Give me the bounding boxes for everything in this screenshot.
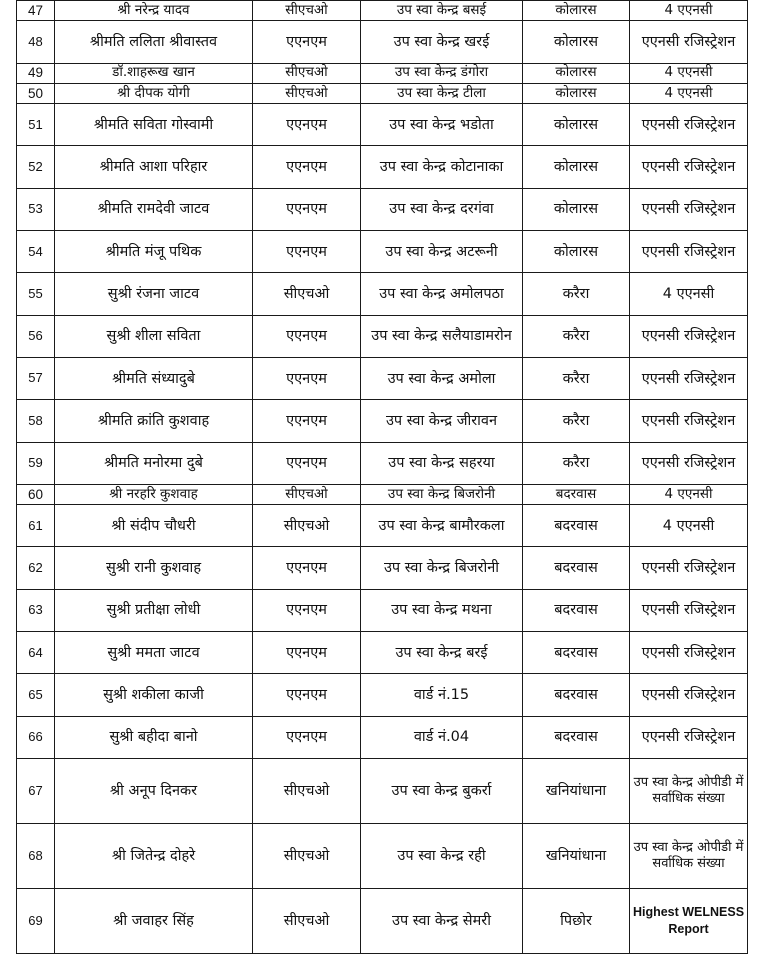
table-row [17, 400, 748, 442]
designation-cell: एएनएम [253, 188, 361, 230]
designation-cell: सीएचओ [253, 888, 361, 953]
designation-cell: एएनएम [253, 547, 361, 589]
table-row [17, 547, 748, 589]
award-table [16, 0, 748, 954]
serial-number-cell: 54 [17, 231, 55, 273]
achievement-cell: 4 एएनसी [630, 63, 748, 83]
serial-number-cell: 56 [17, 315, 55, 357]
table-row [17, 63, 748, 83]
employee-name-cell: श्रीमति रामदेवी जाटव [55, 188, 253, 230]
health-center-cell: उप स्वा केन्द्र डंगोरा [361, 63, 523, 83]
designation-cell: एएनएम [253, 589, 361, 631]
table-row [17, 632, 748, 674]
table-row [17, 888, 748, 953]
achievement-cell: एएनसी रजिस्ट्रेशन [630, 188, 748, 230]
designation-cell: एएनएम [253, 357, 361, 399]
health-center-cell: वार्ड नं.15 [361, 674, 523, 716]
designation-cell: एएनएम [253, 315, 361, 357]
achievement-cell: एएनसी रजिस्ट्रेशन [630, 231, 748, 273]
serial-number-cell: 55 [17, 273, 55, 315]
award-list-sheet [16, 0, 747, 954]
block-name-cell: बदरवास [523, 547, 630, 589]
block-name-cell: कोलारस [523, 188, 630, 230]
block-name-cell: बदरवास [523, 716, 630, 758]
achievement-cell: एएनसी रजिस्ट्रेशन [630, 674, 748, 716]
designation-cell: सीएचओ [253, 273, 361, 315]
achievement-cell: उप स्वा केन्द्र ओपीडी में सर्वाधिक संख्या [630, 823, 748, 888]
achievement-cell: एएनसी रजिस्ट्रेशन [630, 716, 748, 758]
designation-cell: एएनएम [253, 632, 361, 674]
serial-number-cell: 69 [17, 888, 55, 953]
block-name-cell: खनियांधाना [523, 823, 630, 888]
employee-name-cell: श्रीमति संध्यादुबे [55, 357, 253, 399]
block-name-cell: कोलारस [523, 231, 630, 273]
serial-number-cell: 61 [17, 505, 55, 547]
health-center-cell: उप स्वा केन्द्र कोटानाका [361, 146, 523, 188]
table-row [17, 442, 748, 484]
serial-number-cell: 60 [17, 484, 55, 504]
table-row [17, 273, 748, 315]
health-center-cell: उप स्वा केन्द्र अटरूनी [361, 231, 523, 273]
table-row [17, 188, 748, 230]
achievement-cell: एएनसी रजिस्ट्रेशन [630, 315, 748, 357]
health-center-cell: उप स्वा केन्द्र बिजरोनी [361, 547, 523, 589]
employee-name-cell: श्री जितेन्द्र दोहरे [55, 823, 253, 888]
table-row [17, 1, 748, 21]
table-row [17, 484, 748, 504]
health-center-cell: उप स्वा केन्द्र सेमरी [361, 888, 523, 953]
health-center-cell: वार्ड नं.04 [361, 716, 523, 758]
employee-name-cell: डॉ.शाहरूख खान [55, 63, 253, 83]
achievement-cell: 4 एएनसी [630, 505, 748, 547]
achievement-cell: 4 एएनसी [630, 484, 748, 504]
achievement-cell: एएनसी रजिस्ट्रेशन [630, 21, 748, 63]
health-center-cell: उप स्वा केन्द्र जीरावन [361, 400, 523, 442]
achievement-cell: एएनसी रजिस्ट्रेशन [630, 589, 748, 631]
serial-number-cell: 57 [17, 357, 55, 399]
block-name-cell: बदरवास [523, 632, 630, 674]
employee-name-cell: सुश्री शकीला काजी [55, 674, 253, 716]
table-row [17, 716, 748, 758]
block-name-cell: बदरवास [523, 484, 630, 504]
employee-name-cell: श्रीमति मनोरमा दुबे [55, 442, 253, 484]
serial-number-cell: 51 [17, 104, 55, 146]
health-center-cell: उप स्वा केन्द्र बरई [361, 632, 523, 674]
employee-name-cell: सुश्री बहीदा बानो [55, 716, 253, 758]
achievement-cell: उप स्वा केन्द्र ओपीडी में सर्वाधिक संख्या [630, 758, 748, 823]
block-name-cell: कोलारस [523, 146, 630, 188]
health-center-cell: उप स्वा केन्द्र रही [361, 823, 523, 888]
block-name-cell: बदरवास [523, 589, 630, 631]
health-center-cell: उप स्वा केन्द्र बुकर्रा [361, 758, 523, 823]
health-center-cell: उप स्वा केन्द्र मथना [361, 589, 523, 631]
achievement-cell: 4 एएनसी [630, 273, 748, 315]
designation-cell: एएनएम [253, 231, 361, 273]
employee-name-cell: सुश्री ममता जाटव [55, 632, 253, 674]
designation-cell: सीएचओ [253, 83, 361, 103]
award-table-body [17, 1, 748, 954]
achievement-cell: एएनसी रजिस्ट्रेशन [630, 400, 748, 442]
serial-number-cell: 62 [17, 547, 55, 589]
health-center-cell: उप स्वा केन्द्र अमोला [361, 357, 523, 399]
employee-name-cell: श्री नरेन्द्र यादव [55, 1, 253, 21]
designation-cell: एएनएम [253, 21, 361, 63]
designation-cell: एएनएम [253, 400, 361, 442]
designation-cell: एएनएम [253, 104, 361, 146]
employee-name-cell: श्री अनूप दिनकर [55, 758, 253, 823]
block-name-cell: कोलारस [523, 104, 630, 146]
designation-cell: एएनएम [253, 442, 361, 484]
table-row [17, 104, 748, 146]
achievement-cell: एएनसी रजिस्ट्रेशन [630, 547, 748, 589]
employee-name-cell: श्री संदीप चौधरी [55, 505, 253, 547]
designation-cell: सीएचओ [253, 63, 361, 83]
health-center-cell: उप स्वा केन्द्र बसई [361, 1, 523, 21]
achievement-cell: Highest WELNESS Report [630, 888, 748, 953]
designation-cell: सीएचओ [253, 758, 361, 823]
employee-name-cell: श्रीमति क्रांति कुशवाह [55, 400, 253, 442]
serial-number-cell: 68 [17, 823, 55, 888]
health-center-cell: उप स्वा केन्द्र खरई [361, 21, 523, 63]
serial-number-cell: 64 [17, 632, 55, 674]
block-name-cell: खनियांधाना [523, 758, 630, 823]
designation-cell: सीएचओ [253, 823, 361, 888]
serial-number-cell: 52 [17, 146, 55, 188]
employee-name-cell: श्रीमति मंजू पथिक [55, 231, 253, 273]
designation-cell: सीएचओ [253, 484, 361, 504]
health-center-cell: उप स्वा केन्द्र अमोलपठा [361, 273, 523, 315]
health-center-cell: उप स्वा केन्द्र बिजरोनी [361, 484, 523, 504]
achievement-cell: एएनसी रजिस्ट्रेशन [630, 146, 748, 188]
health-center-cell: उप स्वा केन्द्र बामौरकला [361, 505, 523, 547]
block-name-cell: पिछोर [523, 888, 630, 953]
block-name-cell: करैरा [523, 315, 630, 357]
block-name-cell: कोलारस [523, 1, 630, 21]
employee-name-cell: सुश्री रानी कुशवाह [55, 547, 253, 589]
serial-number-cell: 53 [17, 188, 55, 230]
block-name-cell: कोलारस [523, 63, 630, 83]
block-name-cell: बदरवास [523, 505, 630, 547]
block-name-cell: करैरा [523, 442, 630, 484]
achievement-cell: 4 एएनसी [630, 1, 748, 21]
table-row [17, 758, 748, 823]
health-center-cell: उप स्वा केन्द्र सलैयाडामरोन [361, 315, 523, 357]
achievement-cell: एएनसी रजिस्ट्रेशन [630, 632, 748, 674]
designation-cell: सीएचओ [253, 505, 361, 547]
table-row [17, 21, 748, 63]
serial-number-cell: 67 [17, 758, 55, 823]
employee-name-cell: श्री दीपक योगी [55, 83, 253, 103]
serial-number-cell: 47 [17, 1, 55, 21]
table-row [17, 823, 748, 888]
serial-number-cell: 65 [17, 674, 55, 716]
block-name-cell: करैरा [523, 400, 630, 442]
serial-number-cell: 59 [17, 442, 55, 484]
serial-number-cell: 63 [17, 589, 55, 631]
employee-name-cell: सुश्री रंजना जाटव [55, 273, 253, 315]
table-row [17, 357, 748, 399]
table-row [17, 146, 748, 188]
health-center-cell: उप स्वा केन्द्र दरगंवा [361, 188, 523, 230]
table-row [17, 315, 748, 357]
employee-name-cell: श्रीमति आशा परिहार [55, 146, 253, 188]
designation-cell: एएनएम [253, 146, 361, 188]
employee-name-cell: सुश्री प्रतीक्षा लोधी [55, 589, 253, 631]
employee-name-cell: श्री नरहरि कुशवाह [55, 484, 253, 504]
serial-number-cell: 50 [17, 83, 55, 103]
block-name-cell: करैरा [523, 357, 630, 399]
block-name-cell: कोलारस [523, 21, 630, 63]
achievement-cell: एएनसी रजिस्ट्रेशन [630, 357, 748, 399]
table-row [17, 674, 748, 716]
designation-cell: सीएचओ [253, 1, 361, 21]
designation-cell: एएनएम [253, 674, 361, 716]
health-center-cell: उप स्वा केन्द्र भडोता [361, 104, 523, 146]
achievement-cell: एएनसी रजिस्ट्रेशन [630, 442, 748, 484]
block-name-cell: करैरा [523, 273, 630, 315]
health-center-cell: उप स्वा केन्द्र टीला [361, 83, 523, 103]
serial-number-cell: 58 [17, 400, 55, 442]
designation-cell: एएनएम [253, 716, 361, 758]
table-row [17, 589, 748, 631]
employee-name-cell: सुश्री शीला सविता [55, 315, 253, 357]
serial-number-cell: 48 [17, 21, 55, 63]
health-center-cell: उप स्वा केन्द्र सहरया [361, 442, 523, 484]
table-row [17, 83, 748, 103]
serial-number-cell: 49 [17, 63, 55, 83]
achievement-cell: एएनसी रजिस्ट्रेशन [630, 104, 748, 146]
table-row [17, 231, 748, 273]
achievement-cell: 4 एएनसी [630, 83, 748, 103]
employee-name-cell: श्री जवाहर सिंह [55, 888, 253, 953]
block-name-cell: बदरवास [523, 674, 630, 716]
employee-name-cell: श्रीमति सविता गोस्वामी [55, 104, 253, 146]
employee-name-cell: श्रीमति ललिता श्रीवास्तव [55, 21, 253, 63]
table-row [17, 505, 748, 547]
serial-number-cell: 66 [17, 716, 55, 758]
block-name-cell: कोलारस [523, 83, 630, 103]
